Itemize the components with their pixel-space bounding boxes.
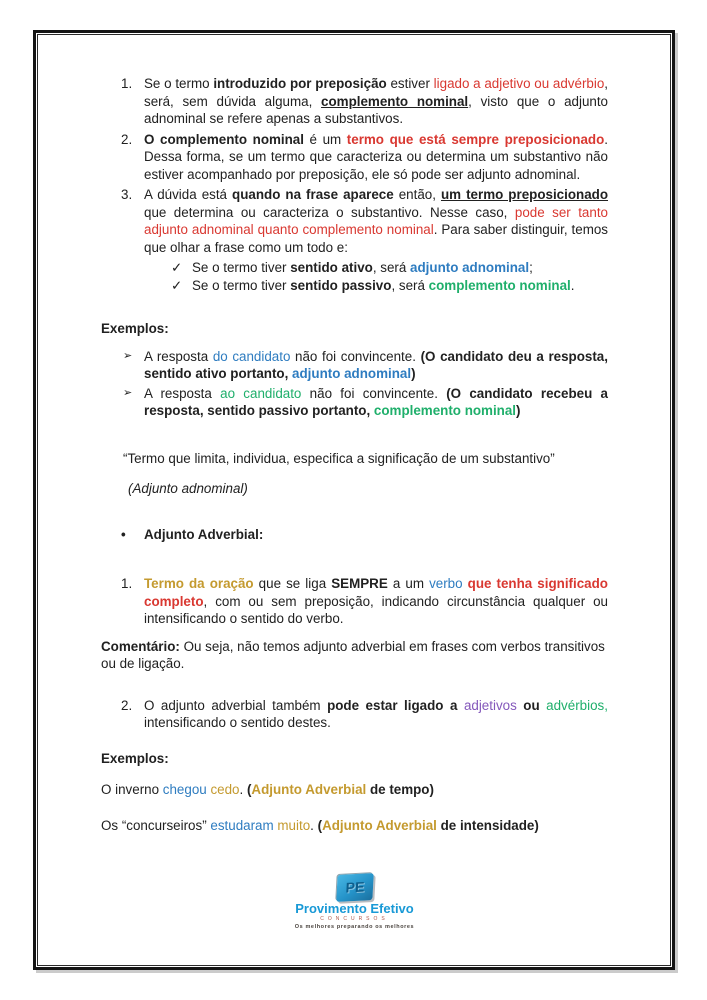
list-item-text: O complemento nominal é um termo que está sempre preposicionado. Dessa forma, se um termo que caracteriza ou determina um substantivo não estiver acompanhado por preposição, ele só pode ser adjunto adnominal. — [144, 131, 608, 182]
logo-tagline: Os melhores preparando os melhores — [294, 924, 415, 930]
list-number: 3. — [121, 187, 133, 202]
page-border-inner — [37, 34, 671, 966]
example-sentence: O inverno chegou cedo. (Adjunto Adverbial de tempo) — [101, 782, 434, 797]
bullet-icon: • — [121, 526, 126, 542]
list-item — [101, 186, 608, 256]
check-item — [101, 259, 608, 277]
list-item-text: A dúvida está quando na frase aparece então, um termo preposicionado que determina ou caracteriza o substantivo. Nesse caso, pode ser tanto adjunto adnominal quanto complemento nominal. Para saber distinguir, temos que olhar a frase como um todo e: — [144, 187, 609, 255]
arrow-example — [101, 385, 608, 420]
arrow-example-text: A resposta do candidato não foi convincente. (O candidato deu a resposta, sentido ativo portanto, adjunto adnominal) — [144, 348, 608, 381]
comentario-paragraph: Comentário: Ou seja, não temos adjunto adverbial em frases com verbos transitivos ou de ligação. — [101, 638, 605, 671]
check-item — [101, 277, 608, 295]
check-item-text: Se o termo tiver sentido passivo, será complemento nominal. — [192, 277, 575, 293]
list-item-text: O adjunto adverbial também pode estar ligado a adjetivos ou advérbios, intensificando o sentido destes. — [144, 697, 608, 730]
arrow-bullet-icon: ➢ — [123, 386, 133, 399]
list-item — [101, 575, 608, 628]
exemplos-heading: Exemplos: — [101, 321, 169, 336]
adverbial-heading-text: Adjunto Adverbial: — [144, 526, 264, 542]
logo-mark-letters: PE — [344, 878, 365, 896]
logo-title: Provimento Efetivo — [295, 901, 414, 916]
list-item — [101, 131, 608, 184]
page-border — [33, 30, 675, 970]
document-content — [38, 35, 670, 965]
logo-subtitle: CONCURSOS — [320, 916, 389, 922]
list-item — [101, 75, 608, 128]
check-icon: ✓ — [171, 277, 183, 293]
arrow-example — [101, 348, 608, 383]
footer-logo — [101, 874, 608, 931]
logo-pe-icon — [336, 873, 374, 902]
list-number: 2. — [121, 697, 133, 713]
quote-note: (Adjunto adnominal) — [128, 481, 248, 496]
exemplos-heading: Exemplos: — [101, 750, 169, 766]
arrow-bullet-icon: ➢ — [123, 349, 133, 362]
arrow-example-text: A resposta ao candidato não foi convincente. (O candidato recebeu a resposta, sentido passivo portanto, complemento nominal) — [144, 385, 608, 418]
list-number: 2. — [121, 131, 133, 147]
list-item-text: Termo da oração que se liga SEMPRE a um verbo que tenha significado completo, com ou sem preposição, indicando circunstância qualquer ou intensificando o sentido do verbo. — [144, 576, 608, 626]
list-number: 1. — [121, 76, 133, 91]
list-item-text: Se o termo introduzido por preposição estiver ligado a adjetivo ou advérbio, será, sem dúvida alguma, complemento nominal, visto que o adjunto adnominal se refere apenas a substantivos. — [144, 76, 609, 126]
list-item — [101, 697, 608, 732]
check-icon: ✓ — [171, 260, 183, 275]
definition-quote: “Termo que limita, individua, especifica a significação de um substantivo” — [123, 450, 555, 466]
check-item-text: Se o termo tiver sentido ativo, será adjunto adnominal; — [192, 260, 533, 275]
example-sentence: Os “concurseiros” estudaram muito. (Adjunto Adverbial de intensidade) — [101, 817, 539, 833]
list-number: 1. — [121, 576, 133, 591]
adverbial-section-heading — [101, 526, 608, 544]
